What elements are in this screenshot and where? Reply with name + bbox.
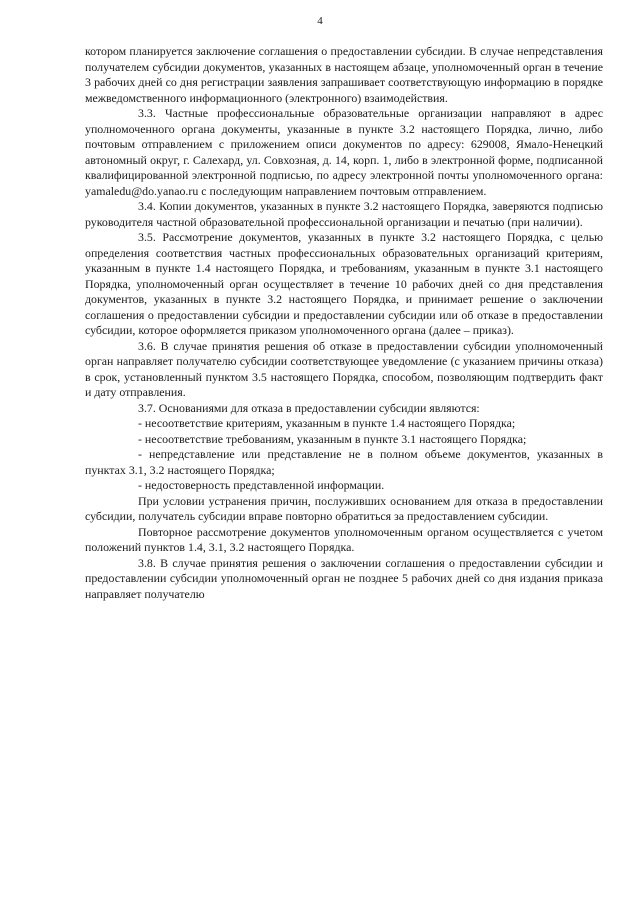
page-number: 4 (317, 15, 323, 27)
list-item: - непредставление или представление не в полном объеме документов, указанных в пунктах 3.1, 3.2 настоящего Порядка; (85, 447, 603, 477)
document-body (85, 44, 603, 602)
paragraph-3-4: 3.4. Копии документов, указанных в пункте 3.2 настоящего Порядка, заверяются подписью руководителя частной образовательной профессиональной организации и печатью (при наличии). (85, 199, 603, 229)
paragraph-3-3: 3.3. Частные профессиональные образовательные организации направляют в адрес уполномоченного органа документы, указанные в пункте 3.2 настоящего Порядка, лично, либо почтовым отправлением с приложением описи документов по адресу: 629008, Ямало-Ненецкий автономный округ, г. Салехард, ул. Совхозная, д. 14, корп. 1, либо в электронной форме, подписанной квалифицированной электронной подписью, по адресу электронной почты уполномоченного органа: yamaledu@do.yanao.ru с последующим направлением почтовым отправлением. (85, 106, 603, 198)
list-item: - недостоверность представленной информации. (138, 478, 385, 492)
paragraph-continuation: котором планируется заключение соглашения о предоставлении субсидии. В случае непредставления получателем субсидии документов, указанных в настоящем абзаце, уполномоченный орган в течение 3 рабочих дней со дня регистрации заявления запрашивает соответствующую информацию в порядке межведомственного информационного (электронного) взаимодействия. (85, 44, 603, 105)
paragraph-repeat-review: Повторное рассмотрение документов уполномоченным органом осуществляется с учетом положений пунктов 1.4, 3.1, 3.2 настоящего Порядка. (85, 524, 603, 554)
paragraph-3-7: 3.7. Основаниями для отказа в предоставлении субсидии являются: (138, 400, 480, 415)
list-item: - несоответствие требованиям, указанным в пункте 3.1 настоящего Порядка; (138, 431, 527, 446)
paragraph-3-5: 3.5. Рассмотрение документов, указанных в пункте 3.2 настоящего Порядка, с целью определения соответствия частных профессиональных образовательных организаций критериям, указанным в пункте 1.4 настоящего Порядка, и требованиям, указанным в пункте 3.1 настоящего Порядка, уполномоченный орган осуществляет в течение 10 рабочих дней со дня представления документов, указанных в пункте 3.2 настоящего Порядка, и принимает решение о заключении соглашения о предоставлении субсидии и предоставлении субсидии или об отказе в предоставлении субсидии, которое оформляется приказом уполномоченного органа (далее – приказ). (85, 230, 603, 337)
list-item: - несоответствие критериям, указанным в пункте 1.4 настоящего Порядка; (138, 416, 516, 430)
paragraph-3-8: 3.8. В случае принятия решения о заключении соглашения о предоставлении субсидии и предоставлении субсидии уполномоченный орган не позднее 5 рабочих дней со дня издания приказа направляет получателю (85, 555, 603, 601)
paragraph-3-6: 3.6. В случае принятия решения об отказе в предоставлении субсидии уполномоченный орган направляет получателю субсидии соответствующее уведомление (с указанием причины отказа) в срок, установленный пунктом 3.5 настоящего Порядка, способом, позволяющим подтвердить факт и дату отправления. (85, 338, 603, 399)
paragraph-resubmission: При условии устранения причин, послуживших основанием для отказа в предоставлении субсидии, получатель субсидии вправе повторно обратиться за предоставлением субсидии. (85, 493, 603, 523)
